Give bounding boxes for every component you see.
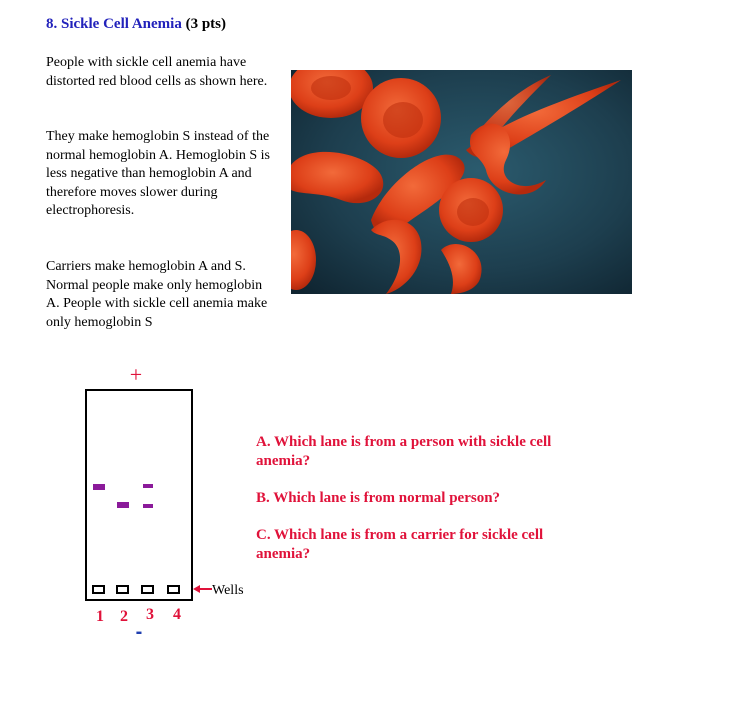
- question-a: A. Which lane is from a person with sickle cell anemia?: [256, 434, 552, 469]
- well-1: [93, 586, 104, 593]
- positive-sign: +: [129, 362, 143, 387]
- wells-label: Wells: [212, 583, 244, 598]
- question-heading: [46, 16, 226, 33]
- question-c: C. Which lane is from a carrier for sickle cell anemia?: [256, 527, 544, 562]
- electrophoresis-gel: [60, 360, 270, 650]
- lane-label-3: 3: [146, 606, 154, 623]
- band-lane-1: [93, 484, 105, 490]
- intro-paragraph: People with sickle cell anemia have distorted red blood cells as shown here.: [46, 55, 268, 89]
- question-points: (3 pts): [185, 16, 226, 32]
- question-b: B. Which lane is from normal person?: [256, 490, 501, 506]
- sickle-cell-photo: [291, 70, 632, 294]
- well-2: [117, 586, 128, 593]
- wells-arrowhead: [193, 585, 200, 593]
- question-title: 8. Sickle Cell Anemia: [46, 16, 182, 32]
- band-lane-2: [117, 502, 129, 508]
- hemoglobin-paragraph: They make hemoglobin S instead of the normal hemoglobin A. Hemoglobin S is less negative than hemoglobin A and therefore moves slower during electrophoresis.: [46, 129, 270, 218]
- band-lane-3-top: [143, 484, 153, 488]
- well-4: [168, 586, 179, 593]
- carriers-paragraph: Carriers make hemoglobin A and S. Normal people make only hemoglobin A. People with sickle cell anemia make only hemoglobin S: [46, 259, 268, 330]
- lane-label-1: 1: [96, 608, 104, 625]
- gel-box: [86, 390, 192, 600]
- band-lane-3-bottom: [143, 504, 153, 508]
- negative-sign: -: [135, 621, 143, 643]
- lane-label-4: 4: [173, 606, 181, 623]
- well-3: [142, 586, 153, 593]
- lane-label-2: 2: [120, 608, 128, 625]
